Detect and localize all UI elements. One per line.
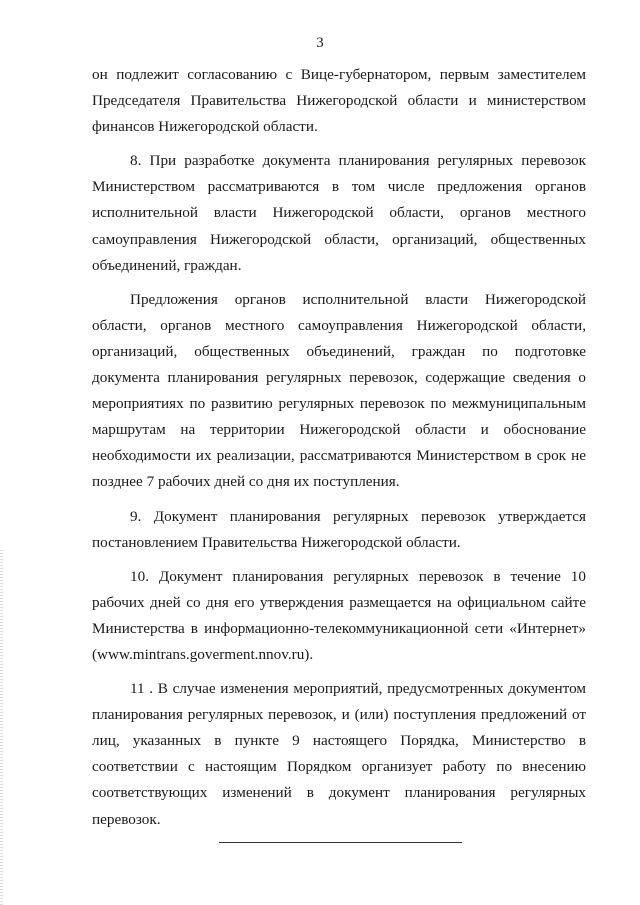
paragraph-continuation: он подлежит согласованию с Вице-губернатором, первым заместителем Председателя Правительства Нижегородской области и министерством финансов Нижегородской области.: [92, 66, 586, 136]
paragraph-item-8: 8. При разработке документа планирования регулярных перевозок Министерством рассматриваются в том числе предложения органов исполнительной власти Нижегородской области, органов местного самоуправления Нижегородской области, организаций, общественных объединений, граждан.: [92, 152, 586, 274]
end-divider-line: [219, 842, 462, 843]
paragraph-item-9: 9. Документ планирования регулярных перевозок утверждается постановлением Правительства Нижегородской области.: [92, 507, 586, 551]
paragraph-item-11: 11 . В случае изменения мероприятий, предусмотренных документом планирования регулярных перевозок, и (или) поступления предложений от лиц, указанных в пункте 9 настоящего Порядка, Министерство в соответствии с настоящим Порядком организует работу по внесению соответствующих изменений в документ планирования регулярных перевозок.: [92, 680, 586, 828]
page-number: 3: [316, 35, 324, 51]
document-body: [92, 62, 586, 841]
paragraph-item-10: 10. Документ планирования регулярных перевозок в течение 10 рабочих дней со дня его утверждения размещается на официальном сайте Министерства в информационно-телекоммуникационной сети «Интернет» (www.mintrans.goverment.nnov.ru).: [92, 567, 586, 663]
scan-edge-artifact: [0, 550, 3, 905]
paragraph-proposals: Предложения органов исполнительной власти Нижегородской области, органов местного самоуправления Нижегородской области, организаций, общественных объединений, граждан по подготовке документа планирования регулярных перевозок, содержащие сведения о мероприятиях по развитию регулярных перевозок по межмуниципальным маршрутам на территории Нижегородской области и обоснование необходимости их реализации, рассматриваются Министерством в срок не позднее 7 рабочих дней со дня их поступления.: [92, 290, 586, 491]
